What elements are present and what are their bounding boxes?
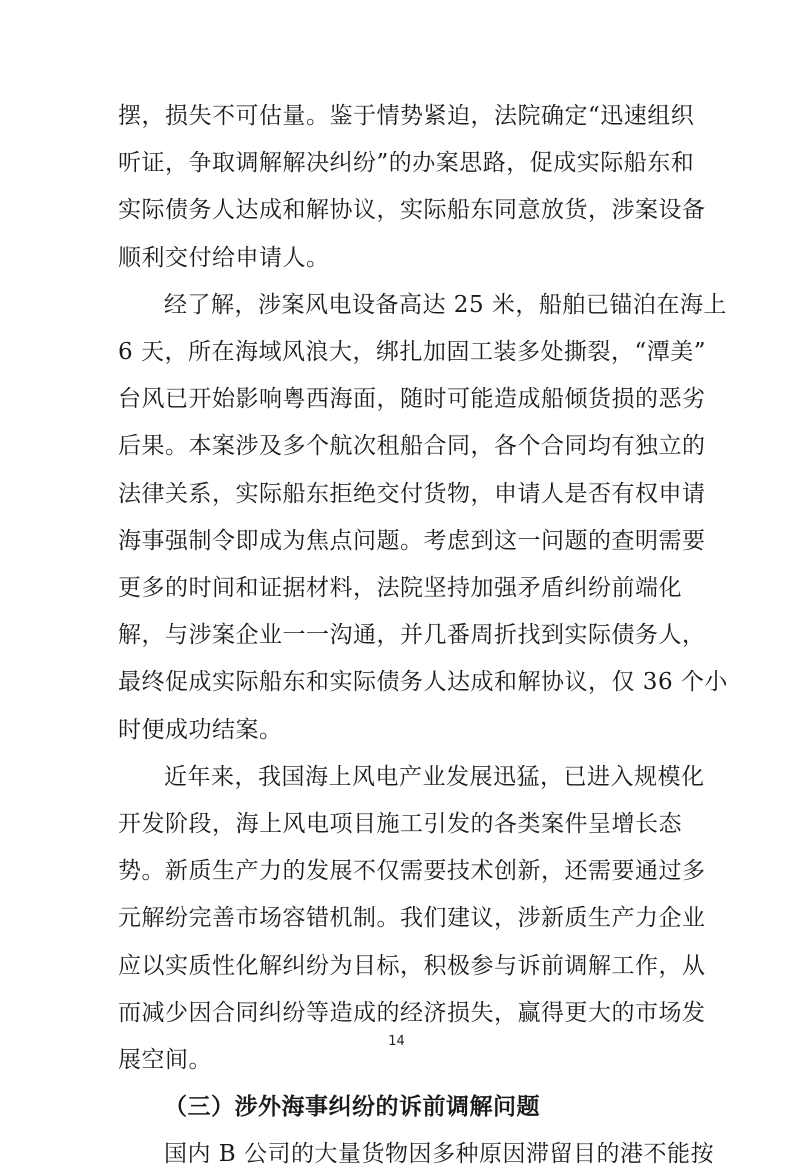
paragraph-1-line-1: 摆，损失不可估量。鉴于情势紧迫，法院确定“迅速组织	[118, 103, 695, 129]
paragraph-4-line-1: 国内 B 公司的大量货物因多种原因滞留目的港不能按	[164, 1141, 715, 1167]
paragraph-3-line-6: 而减少因合同纠纷等造成的经济损失，赢得更大的市场发	[118, 1000, 706, 1026]
paragraph-3-line-7: 展空间。	[118, 1047, 212, 1073]
paragraph-2-line-1: 经了解，涉案风电设备高达 25 米，船舶已锚泊在海上	[164, 292, 727, 318]
paragraph-3-line-5: 应以实质性化解纠纷为目标，积极参与诉前调解工作，从	[118, 953, 706, 979]
paragraph-1-line-3: 实际债务人达成和解协议，实际船东同意放货，涉案设备	[118, 197, 706, 223]
paragraph-1-line-2: 听证，争取调解解决纠纷”的办案思路，促成实际船东和	[118, 150, 695, 176]
paragraph-2-line-4: 后果。本案涉及多个航次租船合同，各个合同均有独立的	[118, 433, 706, 459]
paragraph-3-line-2: 开发阶段，海上风电项目施工引发的各类案件呈增长态	[118, 811, 682, 837]
paragraph-2-line-3: 台风已开始影响粤西海面，随时可能造成船倾货损的恶劣	[118, 386, 706, 412]
paragraph-2-line-10: 时便成功结案。	[118, 717, 283, 743]
paragraph-2-line-8: 解，与涉案企业一一沟通，并几番周折找到实际债务人，	[118, 622, 706, 648]
paragraph-1-line-4: 顺利交付给申请人。	[118, 245, 330, 271]
paragraph-2-line-6: 海事强制令即成为焦点问题。考虑到这一问题的查明需要	[118, 528, 706, 554]
paragraph-3-line-4: 元解纷完善市场容错机制。我们建议，涉新质生产力企业	[118, 905, 706, 931]
paragraph-2-line-5: 法律关系，实际船东拒绝交付货物，申请人是否有权申请	[118, 481, 706, 507]
paragraph-3-line-3: 势。新质生产力的发展不仅需要技术创新，还需要通过多	[118, 858, 706, 884]
paragraph-2-line-7: 更多的时间和证据材料，法院坚持加强矛盾纠纷前端化	[118, 575, 682, 601]
page-number: 14	[388, 1034, 405, 1049]
section-heading: （三）涉外海事纠纷的诉前调解问题	[164, 1093, 540, 1120]
paragraph-2-line-2: 6 天，所在海域风浪大，绑扎加固工装多处撕裂，“潭美”	[118, 339, 706, 365]
paragraph-2-line-9: 最终促成实际船东和实际债务人达成和解协议，仅 36 个小	[118, 669, 728, 695]
paragraph-3-line-1: 近年来，我国海上风电产业发展迅猛，已进入规模化	[164, 764, 705, 790]
